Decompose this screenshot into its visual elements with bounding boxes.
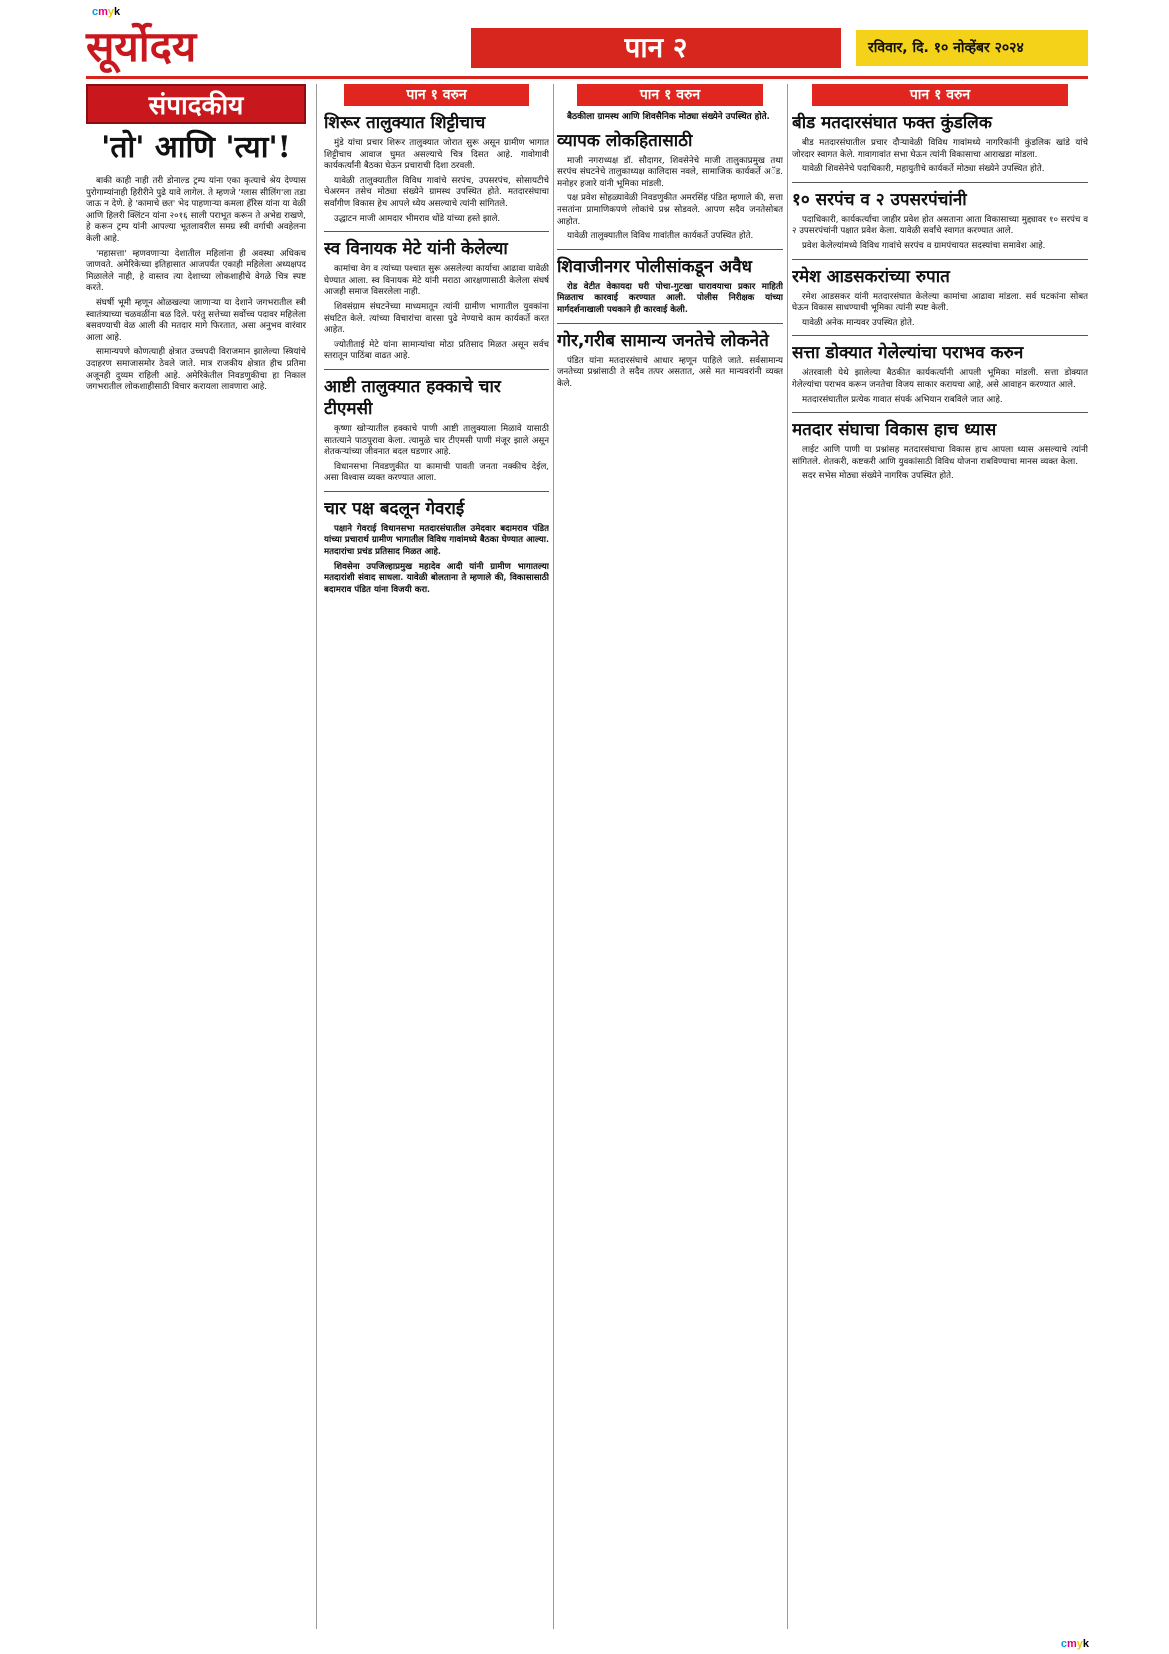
editorial-section-label: संपादकीय xyxy=(86,84,306,124)
article-paragraph: कामांचा वेग व त्यांच्या पश्चात सुरू असलेल्या कार्याचा आढावा यावेळी घेण्यात आला. स्व विनायक मेटे यांनी मराठा आरक्षणासाठी केलेला संघर्ष आजही समाज विसरलेला नाही. xyxy=(324,264,549,298)
newspaper-logo: सूर्योदय xyxy=(86,22,197,71)
column-divider xyxy=(553,84,554,1629)
editorial-paragraph: बाकी काही नाही तरी डोनाल्ड ट्रम्प यांना एका कृत्याचे श्रेय देण्यास पुरोगाम्यांनाही हिरीरीने पुढे यावे लागेल. ते म्हणजे 'ग्लास सीलिंग'ला तडा जाऊ न देणे. हे 'कामाचे छत' भेद पाहणाऱ्या कमला हॅरिस यांना या वेळी आणि हिलरी क्लिंटन यांना २०१६ साली पराभूत करून ते अभेद्य राखणे, हे करून ट्रम्प यांनी आपल्या भूतलावरील समग्र स्त्री वर्गाची अवहेलना केली आहे. xyxy=(86,176,306,244)
separator xyxy=(324,369,549,370)
article-paragraph: पक्ष प्रवेश सोहळ्यावेळी निवडणुकीत अमरसिंह पंडित म्हणाले की, सत्ता नसतांना प्रामाणिकपणे लोकांचे प्रश्न सोडवले. आपण सदैव जनतेसोबत आहोत. xyxy=(557,193,783,227)
article-paragraph: मतदारसंघातील प्रत्येक गावात संपर्क अभियान राबविले जात आहे. xyxy=(802,394,1003,405)
news-column-2 xyxy=(324,84,549,1629)
headline: स्व विनायक मेटे यांनी केलेल्या xyxy=(324,239,508,260)
masthead-rule xyxy=(86,76,1088,79)
editorial-column xyxy=(86,84,306,1629)
separator xyxy=(792,335,1088,336)
article-paragraph: ज्योतीताई मेटे यांना सामान्यांचा मोठा प्रतिसाद मिळत असून सर्वच स्तरातून पाठिंबा वाढत आहे. xyxy=(324,339,549,362)
article-paragraph: पंडित यांना मतदारसंघाचे आधार म्हणून पाहिले जाते. सर्वसामान्य जनतेच्या प्रश्नांसाठी ते सदैव तत्पर असतात, असे मत मान्यवरांनी व्यक्त केले. xyxy=(557,355,783,389)
separator xyxy=(324,231,549,232)
continued-tab: पान १ वरुन xyxy=(344,84,529,106)
headline: आष्टी तालुक्यात हक्काचे चार टीएमसी xyxy=(324,376,501,419)
separator xyxy=(792,182,1088,183)
headline: शिरूर तालुक्यात शिट्टीचाच xyxy=(324,113,486,133)
column-divider xyxy=(316,84,317,1629)
headline: सत्ता डोक्यात गेलेल्यांचा पराभव करुन xyxy=(792,343,1024,364)
headline: व्यापक लोकहितासाठी xyxy=(557,130,693,151)
article-paragraph: विधानसभा निवडणुकीत या कामाची पावती जनता नक्कीच देईल, असा विश्वास व्यक्त करण्यात आला. xyxy=(324,461,549,484)
editorial-paragraph: सामान्यपणे कोणत्याही क्षेत्रात उच्चपदी विराजमान झालेल्या स्त्रियांचे उदाहरण समाजासमोर ठेवले जाते. मात्र राजकीय क्षेत्रात हीच प्रतिमा अजूनही दुय्यम राहिली आहे. अमेरिकेतील निवडणुकीचा हा निकाल जगभरातील लोकशाहीसाठी विचार करायला लावणारा आहे. xyxy=(86,347,306,393)
page-number-banner: पान २ xyxy=(471,28,841,68)
continued-tab: पान १ वरुन xyxy=(812,84,1068,106)
article-paragraph: रोड वेटीत वेकायदा घरी पोचा-गुटखा घारावयाचा प्रकार माहिती मिळताच कारवाई करण्यात आली. पोलीस निरीक्षक यांच्या मार्गदर्शनाखाली पथकाने ही कारवाई केली. xyxy=(557,281,783,315)
continued-tab: पान १ वरुन xyxy=(577,84,763,106)
article-paragraph: पक्षाने गेवराई विधानसभा मतदारसंघातील उमेदवार बदामराव पंडित यांच्या प्रचारार्थ ग्रामीण भागातील विविध गावांमध्ये बैठका घेण्यात आल्या. मतदारांचा प्रचंड प्रतिसाद मिळत आहे. xyxy=(324,523,549,558)
article-paragraph: लाईट आणि पाणी या प्रश्नांसह मतदारसंघाचा विकास हाच आपला ध्यास असल्याचे त्यांनी सांगितले. शेतकरी, कष्टकरी आणि युवकांसाठी विविध योजना राबविण्याचा मानस व्यक्त केला. xyxy=(792,445,1088,467)
article-paragraph: माजी नगराध्यक्ष डॉ. सौदागर, शिवसेनेचे माजी तालुकाप्रमुख तथा सरपंच संघटनेचे तालुकाध्यक्ष कालिदास नवले, सामाजिक कार्यकर्ते अॅड. मनोहर हजारे यांनी भूमिका मांडली. xyxy=(557,155,783,189)
article-paragraph: उद्धाटन माजी आमदार भीमराव धोंडे यांच्या हस्ते झाले. xyxy=(334,213,501,224)
separator xyxy=(324,491,549,492)
article-paragraph: शिवसेना उपजिल्हाप्रमुख महादेव आदी यांनी ग्रामीण भागातल्या मतदारांशी संवाद साधला. यावेळी बोलताना ते म्हणाले की, विकासासाठी बदामराव पंडित यांना विजयी करा. xyxy=(324,561,549,595)
separator xyxy=(792,259,1088,260)
article-paragraph: यावेळी तालुक्यातील विविध गावांचे सरपंच, उपसरपंच, सोसायटीचे चेअरमन तसेच मोठ्या संख्येने ग्रामस्थ उपस्थित होते. मतदारसंघाचा सर्वांगीण विकास हेच आपले ध्येय असल्याचे त्यांनी सांगितले. xyxy=(324,175,549,209)
article-paragraph: अंतरवाली येथे झालेल्या बैठकीत कार्यकर्त्यांनी आपली भूमिका मांडली. सत्ता डोक्यात गेलेल्यांचा पराभव करून जनतेचा विजय साकार करायचा आहे, असे आवाहन करण्यात आले. xyxy=(792,368,1088,390)
article-paragraph: कृष्णा खोऱ्यातील हक्काचे पाणी आष्टी तालुक्याला मिळावे यासाठी सातत्याने पाठपुरावा केला. त्यामुळे चार टीएमसी पाणी मंजूर झाले असून शेतकऱ्यांच्या जीवनात बदल घडणार आहे. xyxy=(324,423,549,458)
separator xyxy=(557,249,783,250)
headline: १० सरपंच व २ उपसरपंचांनी xyxy=(792,189,967,210)
editorial-title: 'तो' आणि 'त्या'! xyxy=(101,130,291,165)
headline: बीड मतदारसंघात फक्त कुंडलिक xyxy=(792,113,992,133)
article-lead: बैठकीला ग्रामस्थ आणि शिवसैनिक मोठ्या संख्येने उपस्थित होते. xyxy=(567,112,770,122)
article-paragraph: यावेळी शिवसेनेचे पदाधिकारी, महायुतीचे कार्यकर्ते मोठ्या संख्येने उपस्थित होते. xyxy=(802,164,1045,175)
editorial-paragraph: 'महासत्ता' म्हणवणाऱ्या देशातील महिलांना ही अवस्था अधिकच जाणवते. अमेरिकेच्या इतिहासात आजपर्यंत एकाही महिलेला अध्यक्षपद मिळालेले नाही, हे वास्तव त्या देशाच्या लोकशाहीचे वेगळे चित्र स्पष्ट करते. xyxy=(86,248,306,294)
headline: रमेश आडसकरांच्या रुपात xyxy=(792,266,950,287)
article-paragraph: यावेळी तालुक्यातील विविध गावांतील कार्यकर्ते उपस्थित होते. xyxy=(567,231,754,242)
cmyk-marks-top: cmyk xyxy=(92,6,121,18)
article-paragraph: सदर सभेस मोठ्या संख्येने नागरिक उपस्थित होते. xyxy=(802,471,954,482)
headline: मतदार संघाचा विकास हाच ध्यास xyxy=(792,420,997,441)
article-paragraph: रमेश आडसकर यांनी मतदारसंघात केलेल्या कामांचा आढावा मांडला. सर्व घटकांना सोबत घेऊन विकास साधण्याची भूमिका त्यांनी स्पष्ट केली. xyxy=(792,291,1088,314)
news-column-4 xyxy=(792,84,1088,1629)
cmyk-marks-bottom: cmyk xyxy=(1060,1638,1089,1650)
headline: शिवाजीनगर पोलीसांकडून अवैध xyxy=(557,256,752,277)
article-paragraph: यावेळी अनेक मान्यवर उपस्थित होते. xyxy=(802,317,915,328)
date-banner: रविवार, दि. १० नोव्हेंबर २०२४ xyxy=(856,30,1088,66)
editorial-paragraph: संघर्षी भूमी म्हणून ओळखल्या जाणाऱ्या या देशाने जगभरातील स्त्री स्वातंत्र्याच्या चळवळींना बळ दिले. परंतु सत्तेच्या सर्वोच्च पदावर महिलेला बसवण्याची वेळ आली की मतदार मागे फिरतात, असा अनुभव वारंवार आला आहे. xyxy=(86,297,306,343)
headline: चार पक्ष बदलून गेवराई xyxy=(324,498,465,519)
masthead xyxy=(86,18,1088,76)
column-divider xyxy=(787,84,788,1629)
article-paragraph: शिवसंग्राम संघटनेच्या माध्यमातून त्यांनी ग्रामीण भागातील युवकांना संघटित केले. त्यांच्या विचारांचा वारसा पुढे नेण्याचे काम कार्यकर्ते करत आहेत. xyxy=(324,301,549,336)
article-paragraph: मुंडे यांचा प्रचार शिरूर तालुक्यात जोरात सुरू असून ग्रामीण भागात शिट्टीचाच आवाज घुमत असल्याचे चित्र दिसत आहे. गावोगावी कार्यकर्त्यांनी बैठका घेऊन प्रचाराची दिशा ठरवली. xyxy=(324,138,549,172)
article-paragraph: प्रवेश केलेल्यांमध्ये विविध गावांचे सरपंच व ग्रामपंचायत सदस्यांचा समावेश आहे. xyxy=(802,240,1046,251)
separator xyxy=(792,412,1088,413)
separator xyxy=(557,323,783,324)
article-paragraph: पदाधिकारी, कार्यकर्त्यांचा जाहीर प्रवेश होत असताना आता विकासाच्या मुद्द्यावर १० सरपंच व २ उपसरपंचांनी पक्षात प्रवेश केला. यावेळी सर्वांचे स्वागत करण्यात आले. xyxy=(792,214,1088,237)
headline: गोर,गरीब सामान्य जनतेचे लोकनेते xyxy=(557,330,769,351)
news-column-3 xyxy=(557,84,783,1629)
article-paragraph: बीड मतदारसंघातील प्रचार दौऱ्यावेळी विविध गावांमध्ये नागरिकांनी कुंडलिक खांडे यांचे जोरदार स्वागत केले. गावागावांत सभा घेऊन त्यांनी विकासाचा आराखडा मांडला. xyxy=(792,138,1088,160)
